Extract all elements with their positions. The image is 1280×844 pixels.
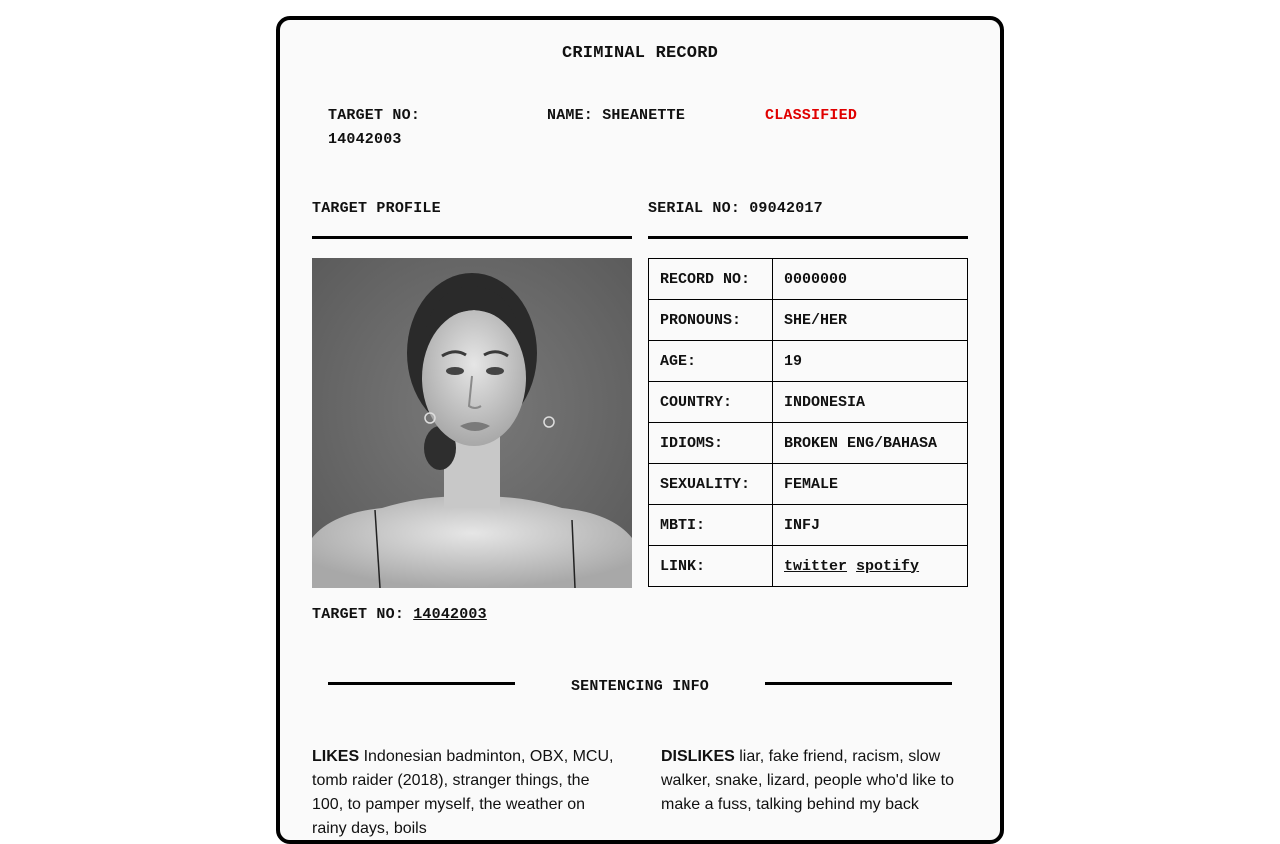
serial-label: SERIAL NO: bbox=[648, 200, 741, 217]
header-name-value: SHEANETTE bbox=[602, 107, 686, 124]
dislikes-label: DISLIKES bbox=[661, 748, 735, 765]
section-title-sentencing: SENTENCING INFO bbox=[570, 678, 710, 695]
header-name-label: NAME: bbox=[547, 107, 594, 124]
divider-right bbox=[648, 236, 968, 239]
footer-target-link[interactable]: 14042003 bbox=[413, 606, 487, 623]
row-label: LINK: bbox=[649, 546, 773, 587]
likes-text: Indonesian badminton, OBX, MCU, tomb raider (2018), stranger things, the 100, to pamper myself, the weather on rainy days, boils bbox=[312, 748, 614, 837]
page-title: CRIMINAL RECORD bbox=[561, 44, 719, 63]
row-value: INFJ bbox=[773, 505, 968, 546]
row-value: FEMALE bbox=[773, 464, 968, 505]
row-value: INDONESIA bbox=[773, 382, 968, 423]
table-row bbox=[649, 505, 968, 546]
row-label: COUNTRY: bbox=[649, 382, 773, 423]
serial-no bbox=[648, 200, 823, 217]
row-value: BROKEN ENG/BAHASA bbox=[773, 423, 968, 464]
table-row bbox=[649, 464, 968, 505]
row-label: MBTI: bbox=[649, 505, 773, 546]
row-label: RECORD NO: bbox=[649, 259, 773, 300]
target-photo bbox=[312, 258, 632, 588]
dislikes-text: liar, fake friend, racism, slow walker, snake, lizard, people who'd like to make a fuss, talking behind my back bbox=[661, 748, 954, 813]
table-row bbox=[649, 382, 968, 423]
spotify-link[interactable]: spotify bbox=[856, 557, 920, 575]
footer-target-label: TARGET NO: bbox=[312, 606, 405, 623]
row-value: SHE/HER bbox=[773, 300, 968, 341]
dislikes-paragraph bbox=[661, 745, 971, 817]
header-name bbox=[547, 104, 685, 128]
header-target-value: 14042003 bbox=[328, 131, 402, 148]
row-label: PRONOUNS: bbox=[649, 300, 773, 341]
criminal-record-card bbox=[276, 16, 1004, 844]
likes-label: LIKES bbox=[312, 748, 360, 765]
divider-left bbox=[312, 236, 632, 239]
row-label: IDIOMS: bbox=[649, 423, 773, 464]
twitter-link[interactable]: twitter bbox=[784, 557, 848, 575]
row-label: AGE: bbox=[649, 341, 773, 382]
header-target-label: TARGET NO: bbox=[328, 107, 421, 124]
row-value: 19 bbox=[773, 341, 968, 382]
row-value bbox=[773, 546, 968, 587]
row-label: SEXUALITY: bbox=[649, 464, 773, 505]
table-row bbox=[649, 423, 968, 464]
row-value: 0000000 bbox=[773, 259, 968, 300]
header-target-no bbox=[328, 104, 528, 152]
sentencing-divider-right bbox=[765, 682, 952, 685]
serial-value: 09042017 bbox=[749, 200, 823, 217]
table-row bbox=[649, 341, 968, 382]
table-row bbox=[649, 300, 968, 341]
table-row bbox=[649, 259, 968, 300]
info-table bbox=[648, 258, 968, 587]
likes-paragraph bbox=[312, 745, 622, 841]
table-row bbox=[649, 546, 968, 587]
section-title-target-profile: TARGET PROFILE bbox=[312, 200, 441, 217]
portrait-image-icon bbox=[312, 258, 632, 588]
classified-badge: CLASSIFIED bbox=[765, 107, 858, 124]
footer-target-no bbox=[312, 606, 487, 623]
